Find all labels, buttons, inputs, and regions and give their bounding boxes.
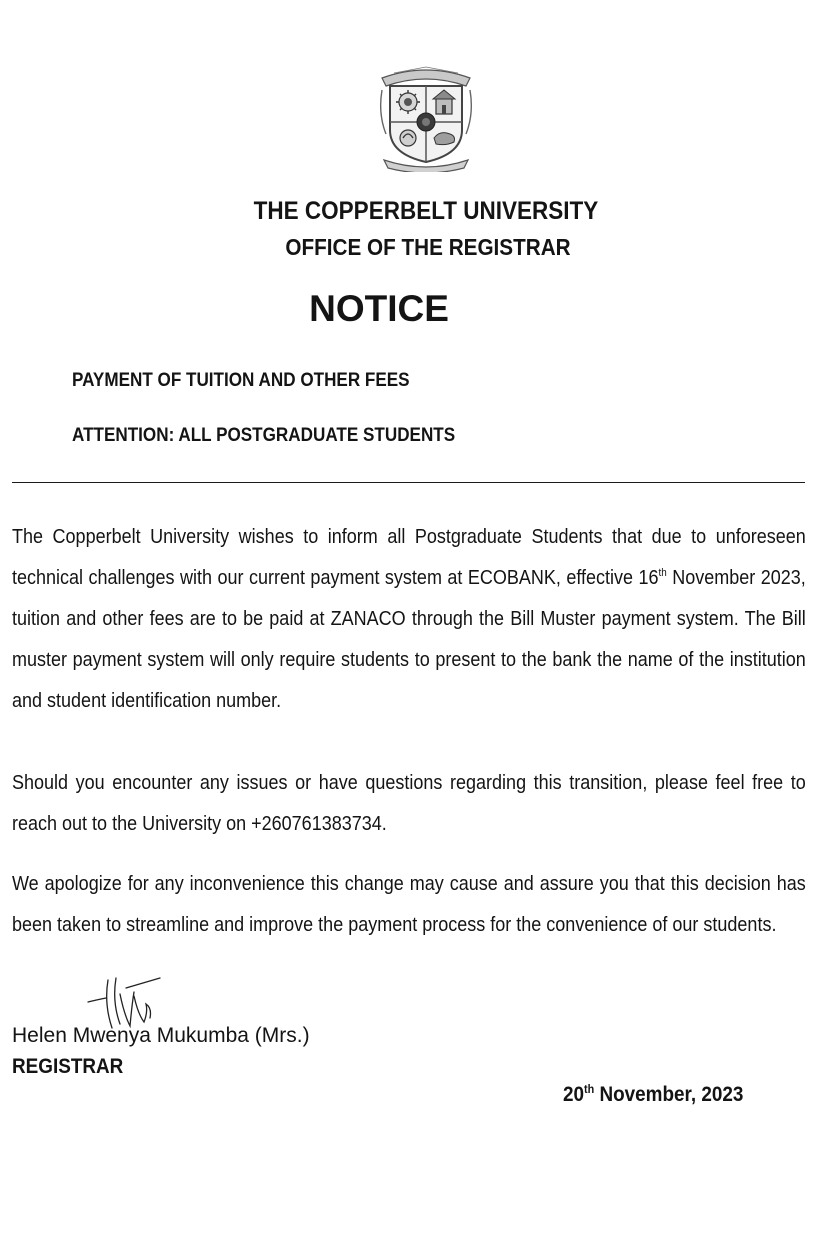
body-paragraph-2: Should you encounter any issues or have questions regarding this transition, please feel free to reach out to the University on +260761383734.: [12, 772, 806, 835]
date-day-suffix: th: [584, 1082, 595, 1096]
subject-line: PAYMENT OF TUITION AND OTHER FEES: [72, 370, 410, 391]
date-day: 20: [563, 1083, 585, 1106]
date-rest: November, 2023: [594, 1083, 744, 1106]
signer-title: REGISTRAR: [12, 1055, 124, 1078]
body-paragraph-1-part-b: November 2023, tuition and other fees are to be paid at ZANACO through the Bill Muster payment system. The Bill muster payment system will only require students to present to the bank the name of the institution and student identification number.: [12, 567, 806, 712]
body-paragraph-1: [12, 517, 806, 722]
body-paragraph-3: We apologize for any inconvenience this change may cause and assure you that this decision has been taken to streamline and improve the payment process for the convenience of our students.: [12, 873, 806, 936]
notice-date: [563, 1083, 743, 1107]
divider-rule: [12, 482, 805, 483]
date-suffix: th: [658, 567, 667, 579]
notice-heading: NOTICE: [309, 288, 449, 329]
body-paragraph-1-part-a: The Copperbelt University wishes to inform all Postgraduate Students that due to unforeseen technical challenges with our current payment system at ECOBANK, effective 16: [12, 526, 806, 589]
university-coat-of-arms-icon: [376, 64, 476, 172]
signer-name: Helen Mwenya Mukumba (Mrs.): [12, 1024, 310, 1047]
university-name: THE COPPERBELT UNIVERSITY: [253, 197, 599, 225]
office-name: OFFICE OF THE REGISTRAR: [285, 234, 571, 260]
attention-line: ATTENTION: ALL POSTGRADUATE STUDENTS: [72, 425, 456, 446]
